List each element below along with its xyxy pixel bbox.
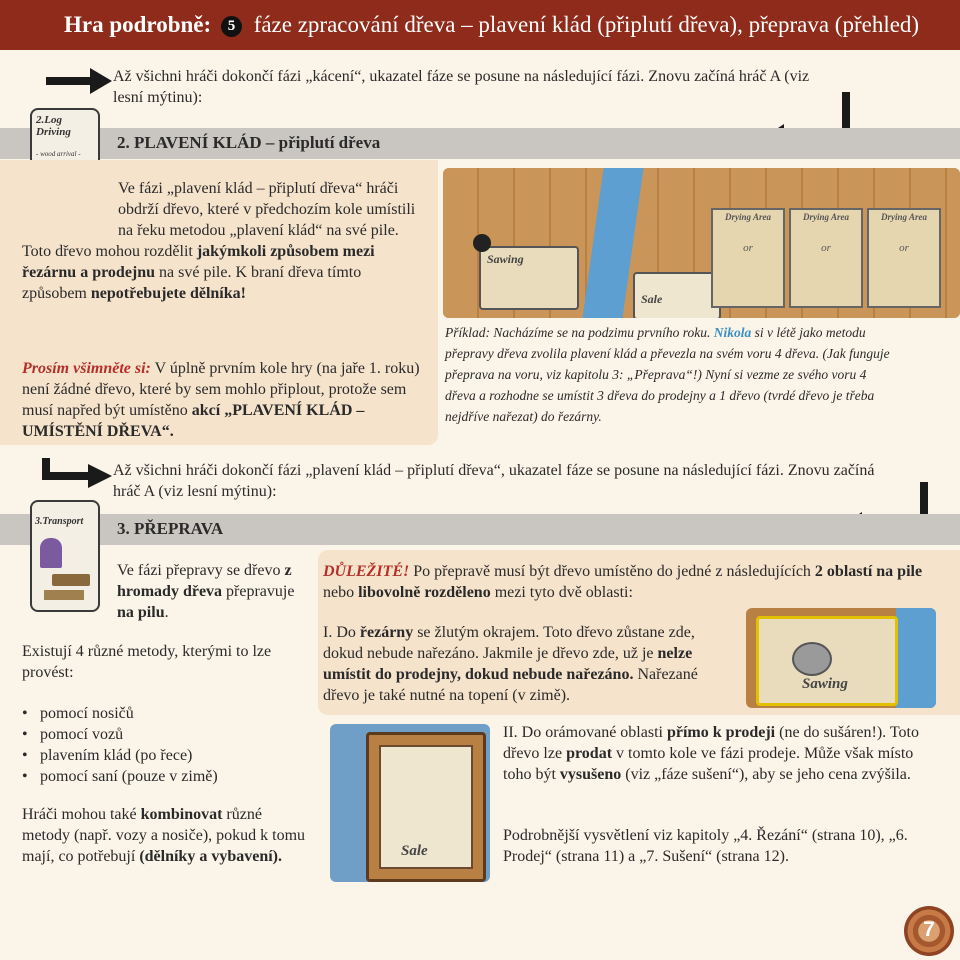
sale-label: Sale: [401, 843, 428, 859]
example-text: Příklad: Nacházíme se na podzimu prvního roku. Nikola si v létě jako metodu přepravy dřeva zvolila plavení klád a převezla na svém voru 4 dřeva. (Jak funguje přeprava na voru, viz kapitolu 3: „Přeprava“!) Nyní si vezme ze svého voru 4 dřeva a rozhodne se umístit 3 dřeva do prodejny a 1 dřevo (tvrdé dřevo je třeba nejdříve nařezat) do řezárny.: [445, 325, 890, 424]
transport-methods-list: [22, 703, 312, 787]
option-sawing: I. Do řezárny se žlutým okrajem. Toto dřevo zůstane zde, dokud nebude nařezáno. Jakmile je dřevo zde, už je nelze umístit do prodejny, dokud nebude nařezáno. Nařezané dřevo je také nutné na topení (v zimě).: [323, 624, 698, 704]
note-first-round: Prosím všimněte si: V úplně prvním kole hry (na jaře 1. roku) není žádné dřevo, které by sem mohlo připlout, protože sem musí napřed být umístěno akcí „PLAVENÍ KLÁD – UMÍSTĚNÍ DŘEVA“.: [22, 360, 420, 440]
section-heading: 2. PLAVENÍ KLÁD – připlutí dřeva: [117, 133, 381, 152]
section-bar-log-driving: [0, 128, 960, 159]
title-bar: [0, 0, 960, 50]
page-number-badge: [904, 906, 954, 956]
sled-icon: [44, 590, 84, 600]
title-prefix: Hra podrobně:: [64, 12, 212, 37]
card-title-transport: 3.Transport: [35, 516, 84, 527]
page-title: [64, 12, 919, 38]
option-sale: II. Do orámované oblasti přímo k prodeji (ne do sušáren!). Toto dřevo lze prodat v tomto kole ve fázi prodeje. Může však místo toho být vysušeno (viz „fáze sušení“), aby se jeho cena zvýšila.: [503, 724, 919, 783]
section-bar-transport: [0, 514, 960, 545]
sawing-label: Sawing: [802, 676, 848, 692]
list-item: • pomocí vozů: [22, 724, 312, 745]
list-item: • pomocí nosičů: [22, 703, 312, 724]
important-text: DŮLEŽITÉ! Po přepravě musí být dřevo umístěno do jedné z následujících 2 oblastí na pile nebo libovolně rozděleno mezi tyto dvě oblasti:: [323, 563, 923, 601]
details-reference: Podrobnější vysvětlení viz kapitoly „4. Řezání“ (strana 10), „6. Prodej“ (strana 11) a „7. Sušení“ (strana 12).: [503, 827, 908, 865]
turn-arrow-icon: [42, 458, 112, 488]
drying-area-2: Drying Area or: [789, 208, 863, 308]
worker-meeple-icon: [40, 538, 62, 568]
list-item: • plavením klád (po řece): [22, 745, 312, 766]
intro-phase-2: Až všichni hráči dokončí fázi „kácení“, ukazatel fáze se posune na následující fázi. Znovu začíná hráč A (viz lesní mýtinu):: [113, 68, 810, 106]
list-item: • pomocí saní (pouze v zimě): [22, 766, 312, 787]
cart-icon: [52, 574, 90, 586]
drying-area-3: Drying Area or: [867, 208, 941, 308]
phase-card-transport: [30, 500, 100, 612]
page-number: 7: [923, 918, 935, 941]
drying-area-1: Drying Area or: [711, 208, 785, 308]
arrow-right-icon: [46, 68, 112, 94]
sale-area-image: [330, 724, 490, 882]
transport-description: Ve fázi přepravy se dřevo z hromady dřeva přepravuje na pilu.: [117, 562, 295, 621]
river: [896, 608, 936, 708]
intro-phase-3: Až všichni hráči dokončí fázi „plavení klád – připlutí dřeva“, ukazatel fáze se posune na následující fázi. Znovu začíná hráč A (viz lesní mýtinu):: [113, 462, 875, 500]
sawmill-board-illustration: [443, 168, 960, 318]
sawing-area-image: [746, 608, 936, 708]
card-title: 2.Log Driving: [36, 114, 71, 138]
saw-token: [473, 234, 491, 252]
wood-token: [792, 642, 832, 676]
card-subtitle: - wood arrival -: [36, 150, 81, 158]
combine-methods-text: Hráči mohou také kombinovat různé metody (např. vozy a nosiče), pokud k tomu mají, co potřebují (dělníky a vybavení).: [22, 806, 306, 865]
title-text: fáze zpracování dřeva – plavení klád (připlutí dřeva), přeprava (přehled): [253, 12, 920, 37]
step-number-badge: 5: [221, 16, 242, 37]
section-heading-transport: 3. PŘEPRAVA: [117, 519, 224, 538]
sawing-area: Sawing: [479, 246, 579, 310]
sale-area: Sale: [633, 272, 721, 318]
log-driving-description: Ve fázi „plavení klád – připlutí dřeva“ hráči obdrží dřevo, které v předchozím kole umístili na řeku metodou „plavení klád“ na své pile. Toto dřevo mohou rozdělit jakýmkoli způsobem mezi řezárnu a prodejnu na své pile. K braní dřeva tímto způsobem nepotřebujete dělníka!: [22, 180, 416, 302]
methods-intro: Existují 4 různé metody, kterými to lze provést:: [22, 643, 272, 681]
